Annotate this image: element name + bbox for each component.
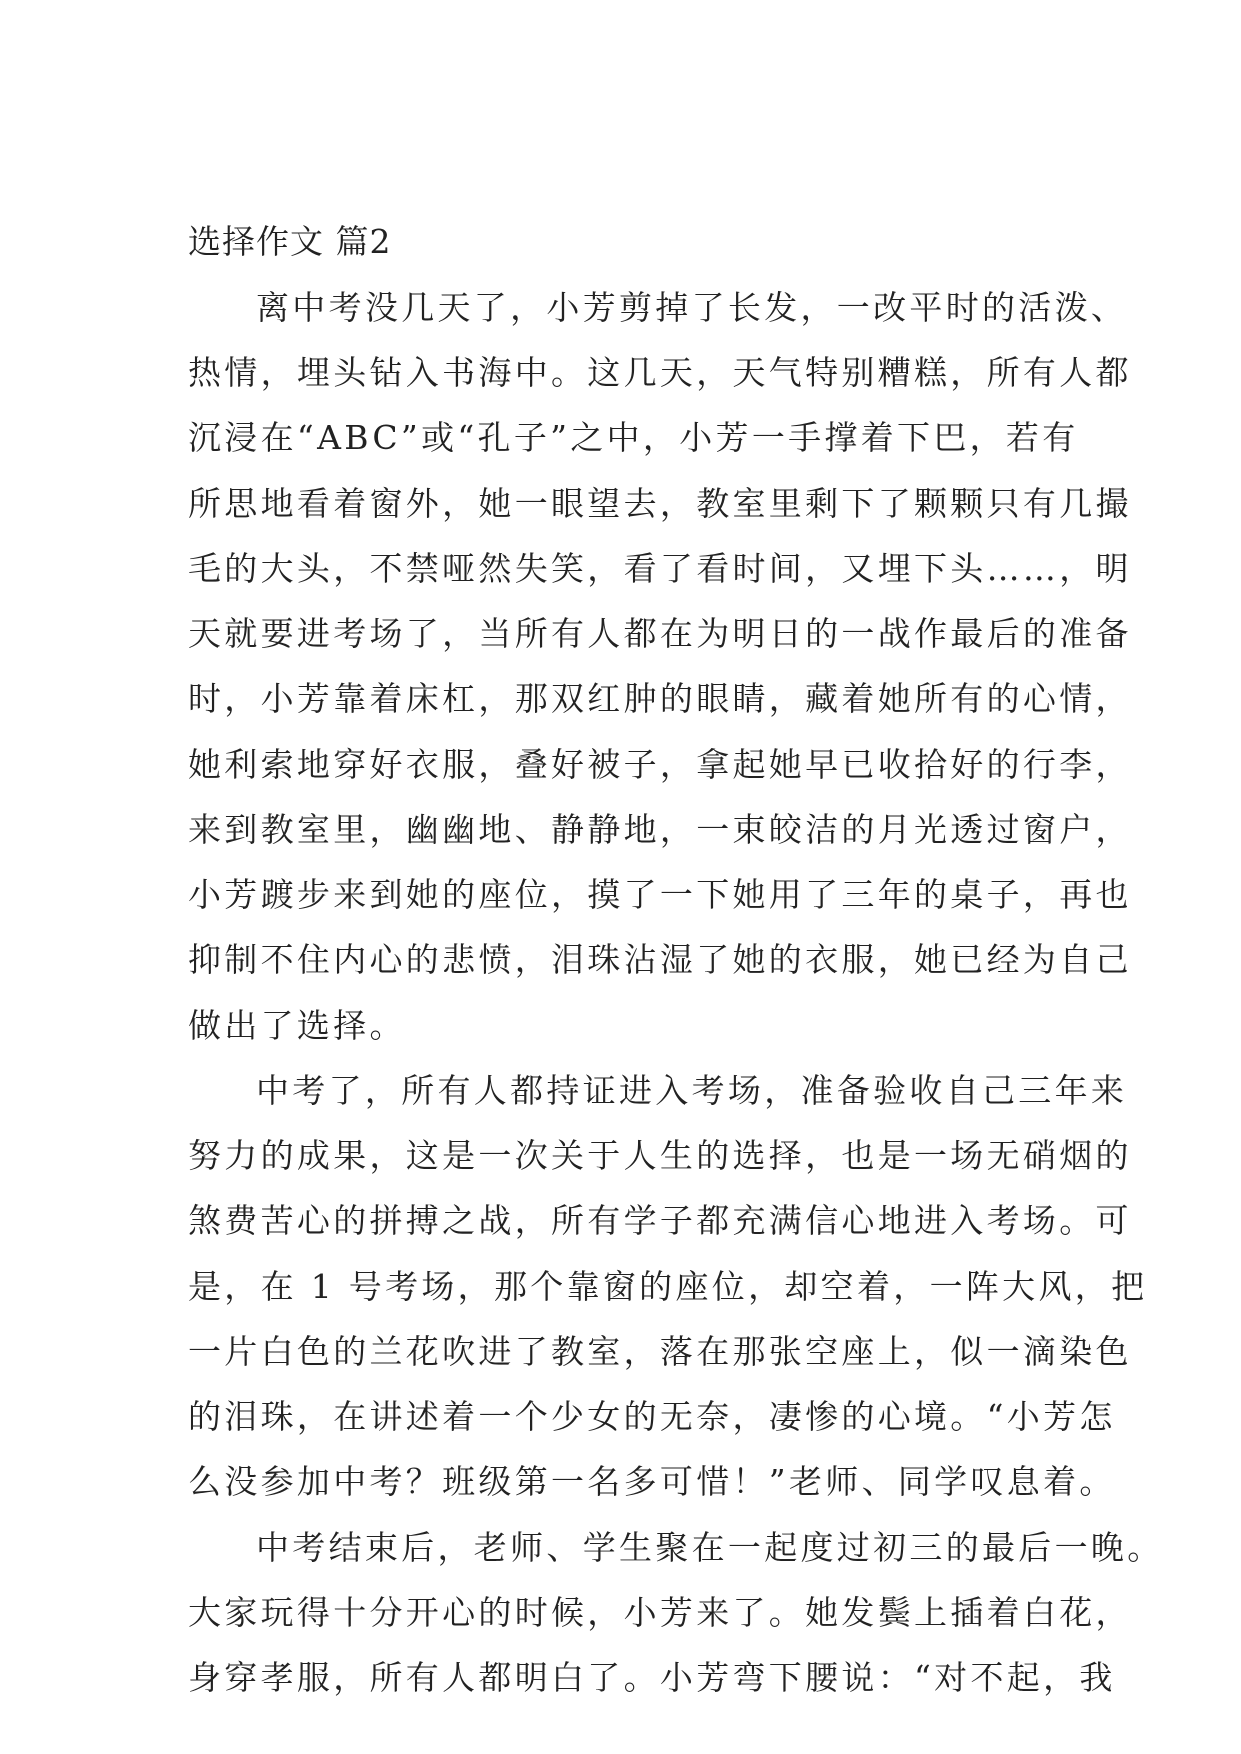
text-line: 抑制不住内心的悲愤，泪珠沾湿了她的衣服，她已经为自己: [188, 940, 1132, 979]
text-line: 做出了选择。: [188, 1006, 406, 1045]
document-title: 选择作文 篇2: [188, 222, 392, 261]
text-line: 离中考没几天了，小芳剪掉了长发，一改平时的活泼、: [256, 288, 1128, 327]
text-line: 毛的大头，不禁哑然失笑，看了看时间，又埋下头……，明: [188, 549, 1132, 588]
text-line: 的泪珠，在讲述着一个少女的无奈，凄惨的心境。“小芳怎: [188, 1397, 1116, 1436]
text-line: 时，小芳靠着床杠，那双红肿的眼睛，藏着她所有的心情，: [188, 679, 1132, 718]
text-line: 来到教室里，幽幽地、静静地，一束皎洁的月光透过窗户，: [188, 810, 1132, 849]
text-line: 煞费苦心的拼搏之战，所有学子都充满信心地进入考场。可: [188, 1201, 1132, 1240]
text-line: 大家玩得十分开心的时候，小芳来了。她发鬓上插着白花，: [188, 1593, 1132, 1632]
text-line: 热情，埋头钻入书海中。这几天，天气特别糟糕，所有人都: [188, 353, 1132, 392]
text-line: 所思地看着窗外，她一眼望去，教室里剩下了颗颗只有几撮: [188, 484, 1132, 523]
text-line: 么没参加中考？班级第一名多可惜！”老师、同学叹息着。: [188, 1462, 1116, 1501]
text-line: 天就要进考场了，当所有人都在为明日的一战作最后的准备: [188, 614, 1132, 653]
text-line: 是，在 1 号考场，那个靠窗的座位，却空着，一阵大风，把: [188, 1267, 1148, 1306]
text-line: 中考结束后，老师、学生聚在一起度过初三的最后一晚。: [256, 1528, 1164, 1567]
text-line: 身穿孝服，所有人都明白了。小芳弯下腰说：“对不起，我: [188, 1658, 1116, 1697]
text-line: 她利索地穿好衣服，叠好被子，拿起她早已收拾好的行李，: [188, 745, 1132, 784]
text-line: 努力的成果，这是一次关于人生的选择，也是一场无硝烟的: [188, 1136, 1132, 1175]
text-line: 沉浸在“ABC”或“孔子”之中，小芳一手撑着下巴，若有: [188, 418, 1079, 457]
text-line: 一片白色的兰花吹进了教室，落在那张空座上，似一滴染色: [188, 1332, 1132, 1371]
text-line: 中考了，所有人都持证进入考场，准备验收自己三年来: [256, 1071, 1128, 1110]
text-line: 小芳踱步来到她的座位，摸了一下她用了三年的桌子，再也: [188, 875, 1132, 914]
